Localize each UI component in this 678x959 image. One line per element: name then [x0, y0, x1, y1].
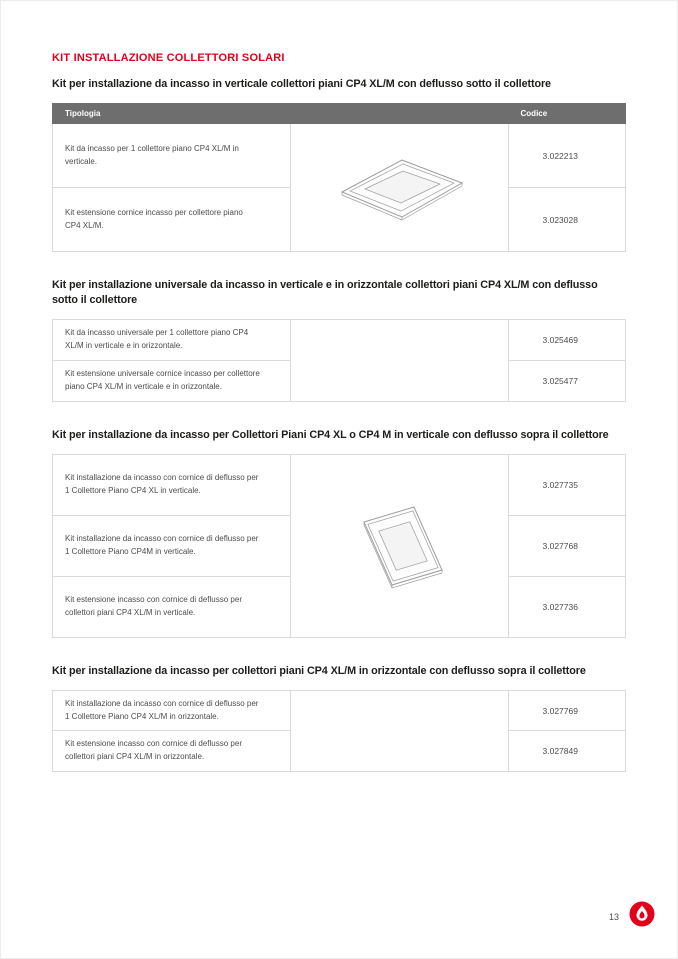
- table-row: [53, 454, 626, 515]
- description-cell: Kit estensione universale cornice incasso per collettore piano CP4 XL/M in verticale e in orizzontale.: [53, 360, 291, 401]
- column-header-codice: Codice: [508, 104, 625, 124]
- description-cell: Kit estensione incasso con cornice di deflusso per collettori piani CP4 XL/M in orizzontale.: [53, 731, 291, 772]
- section-title: Kit per installazione da incasso in verticale collettori piani CP4 XL/M con deflusso sotto il collettore: [52, 78, 551, 90]
- collector-frame-landscape-illustration: [290, 124, 508, 252]
- page-title: KIT INSTALLAZIONE COLLETTORI SOLARI: [52, 52, 285, 64]
- description-cell: Kit installazione da incasso con cornice di deflusso per 1 Collettore Piano CP4 XL in verticale.: [53, 454, 291, 515]
- section-kit-deflusso-sopra-orizzontale: [52, 664, 626, 772]
- empty-illustration-cell: [290, 320, 508, 401]
- code-cell: 3.027735: [508, 454, 625, 515]
- section-title: Kit per installazione da incasso per collettori piani CP4 XL/M in orizzontale con deflusso sopra il collettore: [52, 664, 586, 677]
- section-kit-deflusso-sopra-verticale: [52, 428, 626, 638]
- kit-table-4: [52, 690, 626, 772]
- column-header-tipologia: Tipologia: [53, 104, 291, 124]
- column-header-image: [290, 104, 508, 124]
- kit-table-1: [52, 103, 626, 252]
- code-cell: 3.027768: [508, 515, 625, 576]
- empty-illustration-cell: [290, 690, 508, 771]
- code-cell: 3.025477: [508, 360, 625, 401]
- description-cell: Kit estensione incasso con cornice di deflusso per collettori piani CP4 XL/M in verticale.: [53, 576, 291, 637]
- code-cell: 3.022213: [508, 124, 625, 188]
- code-cell: 3.025469: [508, 320, 625, 361]
- page-number: 13: [608, 911, 619, 922]
- section-title: Kit per installazione universale da incasso in verticale e in orizzontale collettori piani CP4 XL/M con deflusso sotto il collettore: [52, 279, 598, 307]
- table-header-row: [53, 104, 626, 124]
- code-cell: 3.023028: [508, 188, 625, 252]
- description-cell: Kit estensione cornice incasso per collettore piano CP4 XL/M.: [53, 188, 291, 252]
- section-kit-universale: [52, 278, 626, 401]
- table-row: [53, 690, 626, 731]
- description-cell: Kit installazione da incasso con cornice di deflusso per 1 Collettore Piano CP4M in verticale.: [53, 515, 291, 576]
- code-cell: 3.027849: [508, 731, 625, 772]
- page-footer: [609, 901, 655, 932]
- section-kit-incasso-verticale: [52, 77, 626, 252]
- description-cell: Kit da incasso per 1 collettore piano CP4 XL/M in verticale.: [53, 124, 291, 188]
- code-cell: 3.027769: [508, 690, 625, 731]
- table-row: [53, 124, 626, 188]
- kit-table-2: [52, 319, 626, 401]
- table-row: [53, 320, 626, 361]
- kit-table-3: [52, 454, 626, 638]
- collector-frame-portrait-illustration: [290, 454, 508, 637]
- flame-logo-icon: [629, 901, 655, 932]
- description-cell: Kit installazione da incasso con cornice di deflusso per 1 Collettore Piano CP4 XL/M in orizzontale.: [53, 690, 291, 731]
- description-cell: Kit da incasso universale per 1 collettore piano CP4 XL/M in verticale e in orizzontale.: [53, 320, 291, 361]
- code-cell: 3.027736: [508, 576, 625, 637]
- section-title: Kit per installazione da incasso per Collettori Piani CP4 XL o CP4 M in verticale con deflusso sopra il collettore: [52, 428, 609, 441]
